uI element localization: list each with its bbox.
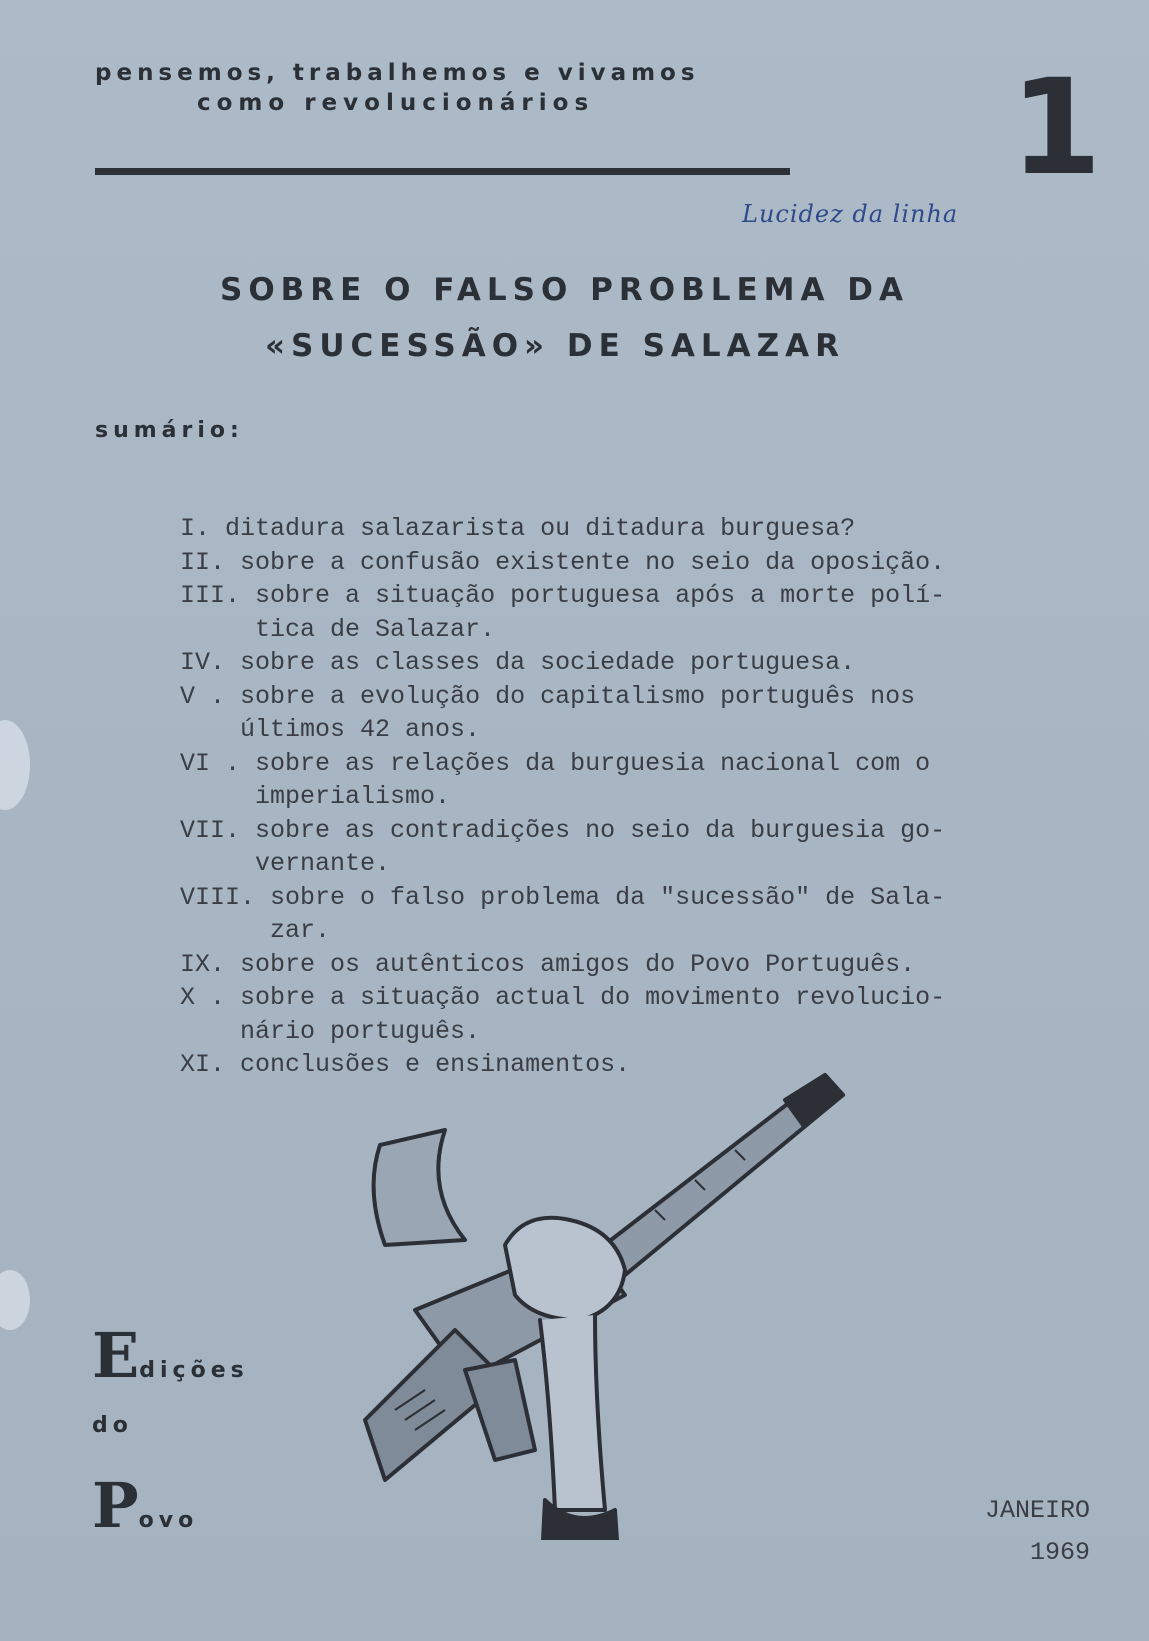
paper-stain xyxy=(0,720,30,810)
rifle-grip xyxy=(465,1360,535,1460)
publisher-line-1 xyxy=(92,1319,249,1392)
publisher-line-2 xyxy=(92,1413,133,1438)
toc-item-text: sobre o falso problema da "sucessão" de Sala- xyxy=(270,882,946,912)
table-of-contents xyxy=(180,512,1080,1082)
toc-item-text: sobre os autênticos amigos do Povo Português. xyxy=(240,949,916,979)
toc-item xyxy=(180,881,1080,948)
toc-item-text: sobre a situação portuguesa após a morte polí- xyxy=(255,581,946,610)
toc-item-continuation: nário português. xyxy=(240,1016,481,1046)
toc-item-number: VIII. xyxy=(180,882,256,912)
motto-line-1: pensemos, trabalhemos e vivamos xyxy=(95,60,700,86)
toc-item-number: II. xyxy=(180,547,226,577)
toc-item-text: sobre as classes da sociedade portuguesa. xyxy=(240,648,856,677)
paper-stain xyxy=(0,1270,30,1330)
toc-item-text: sobre a evolução do capitalismo português nos xyxy=(240,681,916,711)
publisher-line-3 xyxy=(92,1469,199,1542)
handwritten-note: Lucidez da linha xyxy=(742,200,959,228)
toc-item xyxy=(180,981,1080,1048)
raised-fist-rifle-icon xyxy=(355,1070,875,1540)
toc-item-number: IV. xyxy=(180,648,226,677)
toc-item-continuation: vernante. xyxy=(255,849,391,878)
motto-line-2: como revolucionários xyxy=(197,90,595,116)
rifle-magazine xyxy=(374,1130,465,1245)
toc-item xyxy=(180,680,1080,747)
toc-item xyxy=(180,546,1080,580)
fist xyxy=(505,1218,625,1320)
header-rule xyxy=(95,168,790,175)
title-line-1: SOBRE O FALSO PROBLEMA DA xyxy=(220,272,909,308)
publisher-word-edicoes: dições xyxy=(139,1358,249,1383)
toc-item-text: sobre a situação actual do movimento revolucio- xyxy=(240,983,946,1012)
toc-item-text: conclusões e ensinamentos. xyxy=(240,1050,631,1079)
toc-item xyxy=(180,512,1080,546)
toc-item-continuation: tica de Salazar. xyxy=(255,614,496,644)
toc-item-number: IX. xyxy=(180,949,226,979)
toc-item-number: VI . xyxy=(180,748,241,778)
toc-item xyxy=(180,747,1080,814)
toc-item-text: ditadura salazarista ou ditadura burguesa? xyxy=(225,514,856,543)
publisher-word-povo: ovo xyxy=(138,1508,199,1533)
toc-item-number: I. xyxy=(180,514,211,543)
summary-label: sumário: xyxy=(95,418,244,443)
toc-item-number: XI. xyxy=(180,1050,226,1079)
publisher-word-do: do xyxy=(92,1413,133,1438)
date-month: JANEIRO xyxy=(984,1496,1090,1525)
toc-item-text: sobre as relações da burguesia nacional com o xyxy=(255,748,931,778)
toc-item-number: III. xyxy=(180,581,241,610)
toc-item-number: VII. xyxy=(180,815,241,845)
toc-item-text: sobre as contradições no seio da burguesia go- xyxy=(255,815,946,845)
forearm xyxy=(540,1315,605,1510)
publisher-initial-e: E xyxy=(92,1319,140,1392)
toc-item xyxy=(180,948,1080,982)
publication-date xyxy=(965,1490,1090,1574)
publisher-initial-p: P xyxy=(92,1469,139,1542)
toc-item xyxy=(180,814,1080,881)
date-year: 1969 xyxy=(1029,1538,1090,1567)
toc-item xyxy=(180,646,1080,680)
toc-item-number: V . xyxy=(180,681,226,711)
toc-item xyxy=(180,579,1080,646)
motto xyxy=(95,60,700,116)
toc-item-text: sobre a confusão existente no seio da oposição. xyxy=(240,547,946,577)
toc-item-continuation: imperialismo. xyxy=(255,782,451,811)
toc-item-number: X . xyxy=(180,983,226,1012)
toc-item-continuation: zar. xyxy=(270,916,331,945)
issue-number: 1 xyxy=(1010,51,1102,205)
toc-item-continuation: últimos 42 anos. xyxy=(240,715,481,744)
document-title xyxy=(200,262,940,374)
title-line-2: «SUCESSÃO» DE SALAZAR xyxy=(265,328,845,364)
